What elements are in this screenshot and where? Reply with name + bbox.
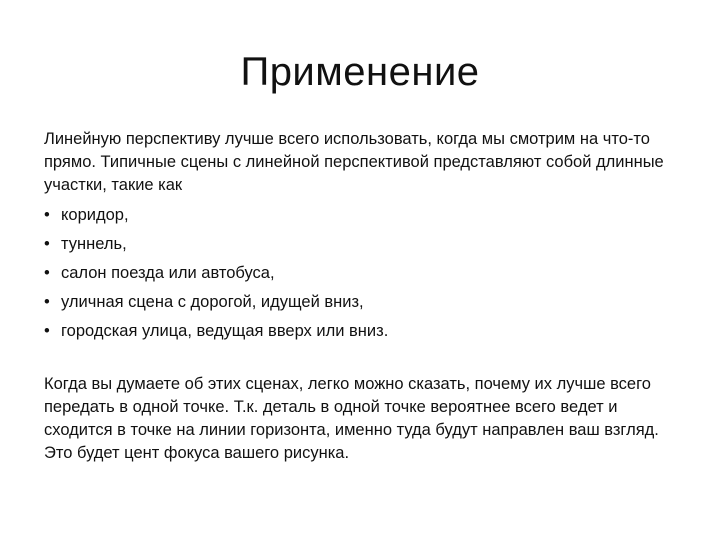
bullet-text: уличная сцена с дорогой, идущей вниз, bbox=[61, 293, 364, 311]
bullet-icon: • bbox=[44, 322, 50, 340]
bullet-icon: • bbox=[44, 293, 50, 311]
bullet-text: коридор, bbox=[61, 206, 129, 224]
bullet-item bbox=[44, 317, 684, 346]
bullet-text: туннель, bbox=[61, 235, 127, 253]
slide-title: Применение bbox=[240, 50, 480, 94]
slide-body bbox=[44, 128, 684, 465]
bullet-icon: • bbox=[44, 235, 50, 253]
bullet-text: салон поезда или автобуса, bbox=[61, 264, 275, 282]
bullet-item bbox=[44, 259, 684, 288]
bullet-item bbox=[44, 201, 684, 230]
bullet-text: городская улица, ведущая вверх или вниз. bbox=[61, 322, 389, 340]
bullet-item bbox=[44, 288, 684, 317]
bullet-item bbox=[44, 230, 684, 259]
bullet-list bbox=[44, 201, 684, 346]
conclusion-paragraph: Когда вы думаете об этих сценах, легко можно сказать, почему их лучше всего передать в одной точке. Т.к. деталь в одной точке вероятнее всего ведет и сходится в точке на линии горизонта, именно туда будут направлен ваш взгляд. Это будет цент фокуса вашего рисунка. bbox=[44, 375, 659, 462]
intro-paragraph: Линейную перспективу лучше всего использовать, когда мы смотрим на что-то прямо. Типичные сцены с линейной перспективой представляют собой длинные участки, такие как bbox=[44, 130, 664, 194]
bullet-icon: • bbox=[44, 264, 50, 282]
bullet-icon: • bbox=[44, 206, 50, 224]
